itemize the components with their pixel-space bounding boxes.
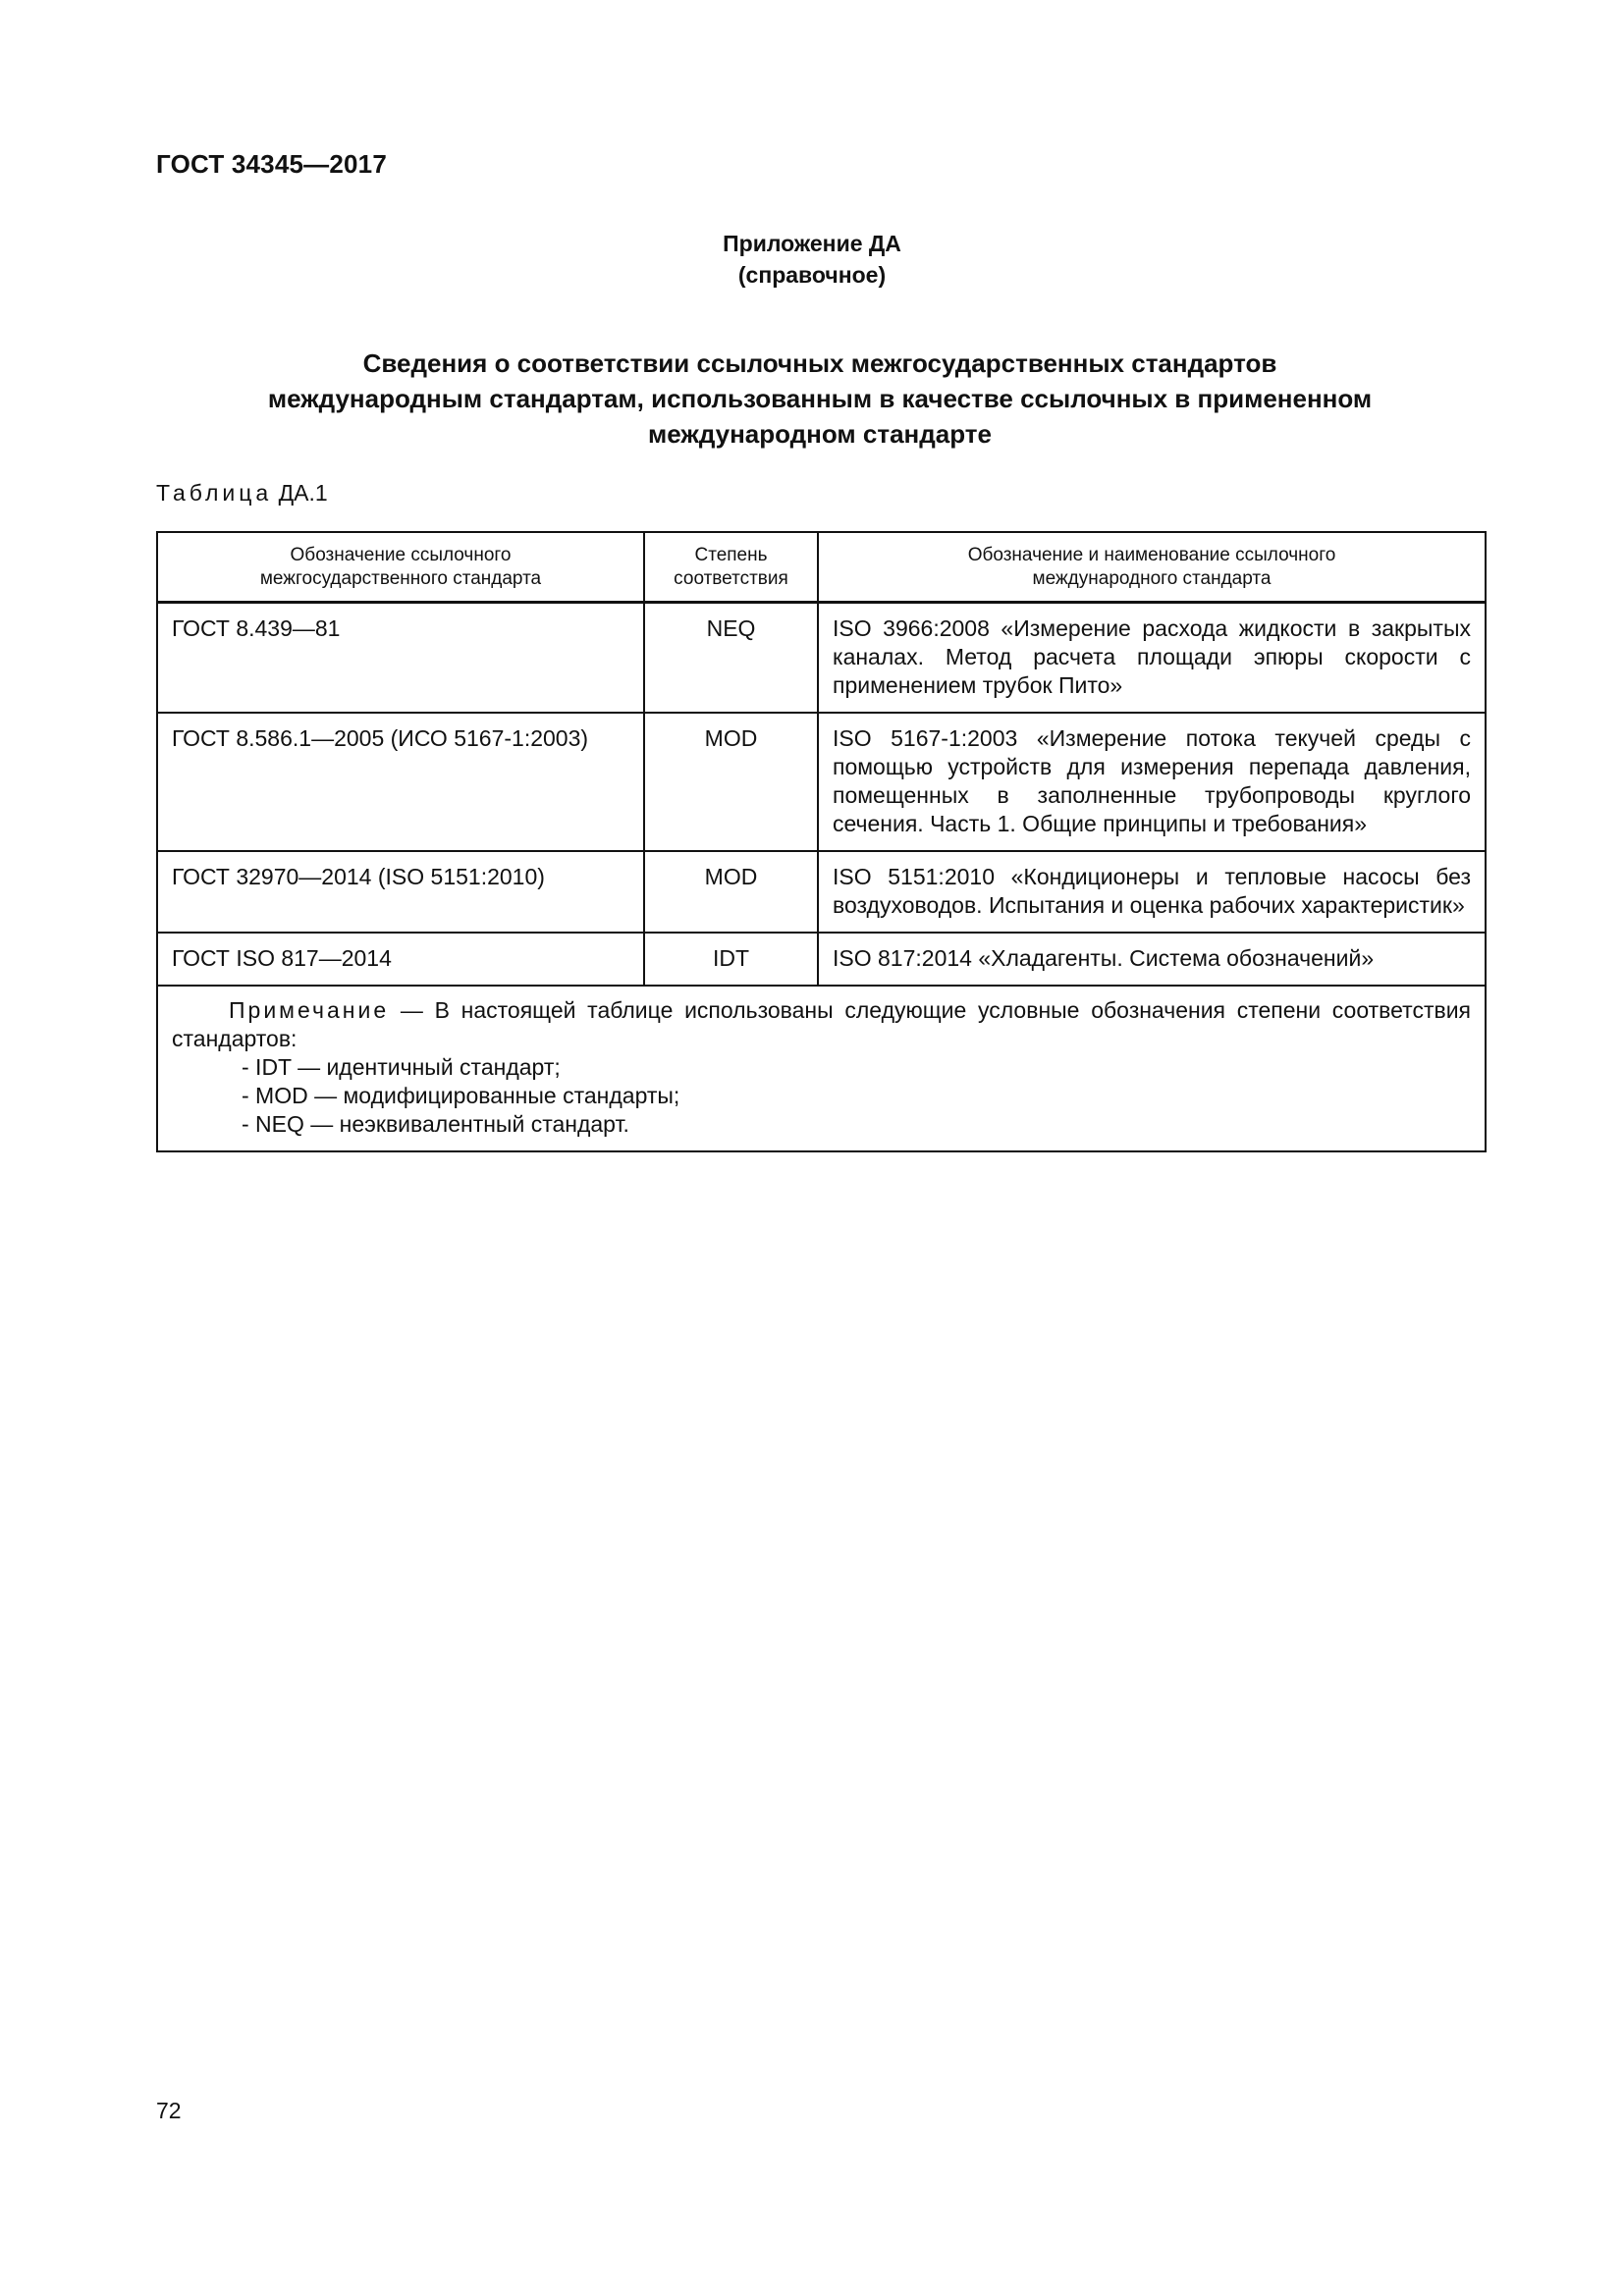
reference-standards-table [156,531,1487,1152]
document-id: ГОСТ 34345—2017 [156,149,387,179]
header-line: межгосударственного стандарта [259,567,542,589]
cell-degree: MOD [644,713,818,851]
note-item: - IDT — идентичный стандарт; [242,1054,561,1080]
cell-standard: ГОСТ 8.439—81 [157,603,644,714]
cell-degree: IDT [644,933,818,986]
table-note-row [157,986,1486,1151]
appendix-title-block [0,228,1624,291]
cell-international: ISO 3966:2008 «Измерение расхода жидкости в закрытых каналах. Метод расчета площади эпюры скорости с применением трубок Пито» [818,603,1486,714]
appendix-type: (справочное) [737,262,887,288]
note-text: — В настоящей таблице использованы следующие условные обозначения степени соответствия стандартов: [172,997,1471,1051]
cell-standard: ГОСТ 8.586.1—2005 (ИСО 5167-1:2003) [157,713,644,851]
heading-line: Сведения о соответствии ссылочных межгосударственных стандартов [362,348,1277,378]
table-caption-word: Таблица [156,480,273,506]
table-note [157,986,1486,1151]
table-caption-number: ДА.1 [278,480,328,506]
cell-international: ISO 5167-1:2003 «Измерение потока текучей среды с помощью устройств для измерения перепада давления, помещенных в заполненные трубопроводы круглого сечения. Часть 1. Общие принципы и требования» [818,713,1486,851]
note-paragraph [172,996,1471,1053]
header-interstate-standard [157,532,644,603]
header-line: Обозначение ссылочного [290,544,512,565]
table-row [157,603,1486,714]
page-number: 72 [156,2098,182,2123]
note-item: - NEQ — неэквивалентный стандарт. [242,1111,629,1137]
note-item: - MOD — модифицированные стандарты; [242,1083,680,1108]
table-row [157,851,1486,933]
header-international-standard [818,532,1486,603]
table-header-row [157,532,1486,603]
table-caption [156,480,328,507]
header-line: Обозначение и наименование ссылочного [967,544,1336,565]
header-line: Степень [694,544,768,565]
heading-line: международным стандартам, использованным в качестве ссылочных в примененном [267,384,1373,413]
table-row [157,713,1486,851]
cell-standard: ГОСТ 32970—2014 (ISO 5151:2010) [157,851,644,933]
header-degree [644,532,818,603]
cell-international: ISO 5151:2010 «Кондиционеры и тепловые насосы без воздуховодов. Испытания и оценка рабочих характеристик» [818,851,1486,933]
section-heading [156,346,1484,452]
cell-standard: ГОСТ ISO 817—2014 [157,933,644,986]
table-row [157,933,1486,986]
cell-degree: NEQ [644,603,818,714]
header-line: международного стандарта [1032,567,1272,589]
heading-line: международном стандарте [648,419,992,449]
appendix-title: Приложение ДА [723,231,901,256]
header-line: соответствия [674,567,788,589]
cell-degree: MOD [644,851,818,933]
note-label: Примечание [229,997,390,1023]
cell-international: ISO 817:2014 «Хладагенты. Система обозначений» [818,933,1486,986]
